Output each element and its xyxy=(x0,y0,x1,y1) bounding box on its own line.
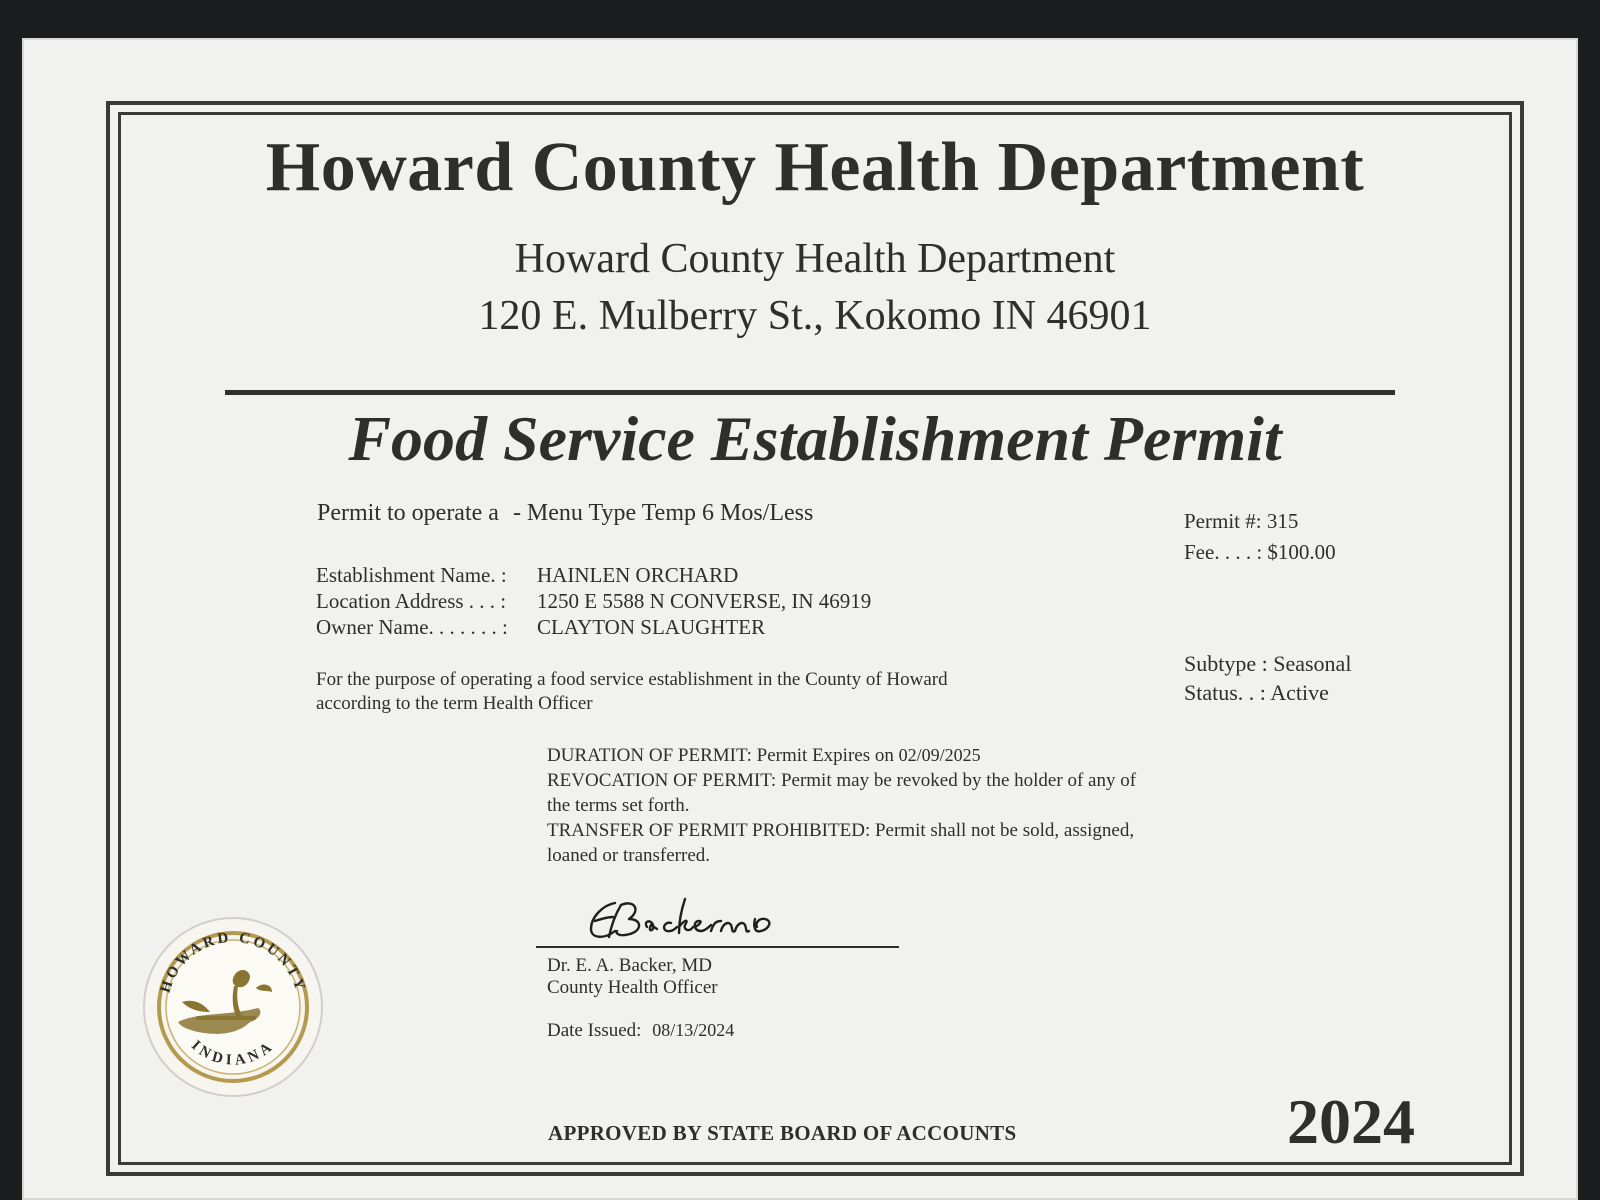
duration-term xyxy=(547,743,1157,768)
status-row xyxy=(1184,677,1329,708)
subtype-row xyxy=(1184,648,1351,679)
expiration-date: 02/09/2025 xyxy=(898,745,981,765)
establishment-name: HAINLEN ORCHARD xyxy=(537,563,739,587)
date-issued-label: Date Issued: xyxy=(547,1020,642,1041)
purpose-line-1: For the purpose of operating a food service establishment in the County of Howard xyxy=(316,669,948,690)
location-address: 1250 E 5588 N CONVERSE, IN 46919 xyxy=(537,589,872,613)
owner-name-row xyxy=(316,614,871,640)
establishment-fields xyxy=(316,562,871,640)
duration-text: Permit Expires on xyxy=(756,745,894,766)
subtype-label: Subtype : xyxy=(1184,651,1268,676)
signature-line xyxy=(536,946,899,948)
transfer-text: Permit shall not be sold, assigned, loaned or transferred. xyxy=(547,820,1135,866)
fee-value: $100.00 xyxy=(1267,540,1336,564)
department-title: Howard County Health Department xyxy=(265,129,1365,206)
permit-type-value: - Menu Type Temp 6 Mos/Less xyxy=(512,500,814,526)
officer-signature xyxy=(585,893,815,948)
establishment-name-label: Establishment Name. : xyxy=(316,563,507,587)
department-name: Howard County Health Department xyxy=(514,236,1116,282)
location-address-row xyxy=(316,588,871,614)
officer-name: Dr. E. A. Backer, MD xyxy=(547,955,712,976)
permit-title: Food Service Establishment Permit xyxy=(348,403,1282,474)
permit-terms xyxy=(547,743,1157,868)
county-seal-icon xyxy=(138,912,328,1102)
date-issued: 08/13/2024 xyxy=(652,1020,735,1040)
officer-title: County Health Officer xyxy=(547,977,718,998)
location-address-label: Location Address . . . : xyxy=(316,589,507,613)
permit-number: 315 xyxy=(1266,509,1299,533)
duration-label: DURATION OF PERMIT: xyxy=(547,745,752,766)
approval-note: APPROVED BY STATE BOARD OF ACCOUNTS xyxy=(548,1121,1017,1145)
permit-year: 2024 xyxy=(1287,1086,1415,1157)
transfer-label: TRANSFER OF PERMIT PROHIBITED: xyxy=(547,820,871,841)
seal-top-text: HOWARD COUNTY xyxy=(157,929,309,995)
owner-name-label: Owner Name. . . . . . . : xyxy=(316,615,508,639)
permit-type-line xyxy=(317,500,813,527)
subtype-value: Seasonal xyxy=(1273,651,1352,676)
transfer-term xyxy=(547,818,1157,868)
permit-type-label: Permit to operate a xyxy=(317,500,499,526)
department-address: 120 E. Mulberry St., Kokomo IN 46901 xyxy=(478,293,1152,339)
fee-label: Fee. . . . : xyxy=(1184,540,1263,564)
date-issued-row xyxy=(547,1020,734,1042)
status-value: Active xyxy=(1270,680,1329,705)
fee-row xyxy=(1184,537,1336,568)
owner-name: CLAYTON SLAUGHTER xyxy=(537,615,766,639)
revocation-text: Permit may be revoked by the holder of any of the terms set forth. xyxy=(547,770,1137,816)
status-label: Status. . : xyxy=(1184,680,1266,705)
officer-block xyxy=(547,955,718,999)
title-divider xyxy=(225,390,1395,395)
permit-number-row xyxy=(1184,506,1298,537)
establishment-name-row xyxy=(316,562,871,588)
revocation-term xyxy=(547,768,1157,818)
permit-number-label: Permit #: xyxy=(1184,509,1262,533)
seal-bottom-text: INDIANA xyxy=(188,1037,278,1069)
purpose-line-2: according to the term Health Officer xyxy=(316,693,593,714)
revocation-label: REVOCATION OF PERMIT: xyxy=(547,770,777,791)
purpose-statement xyxy=(316,668,1036,716)
